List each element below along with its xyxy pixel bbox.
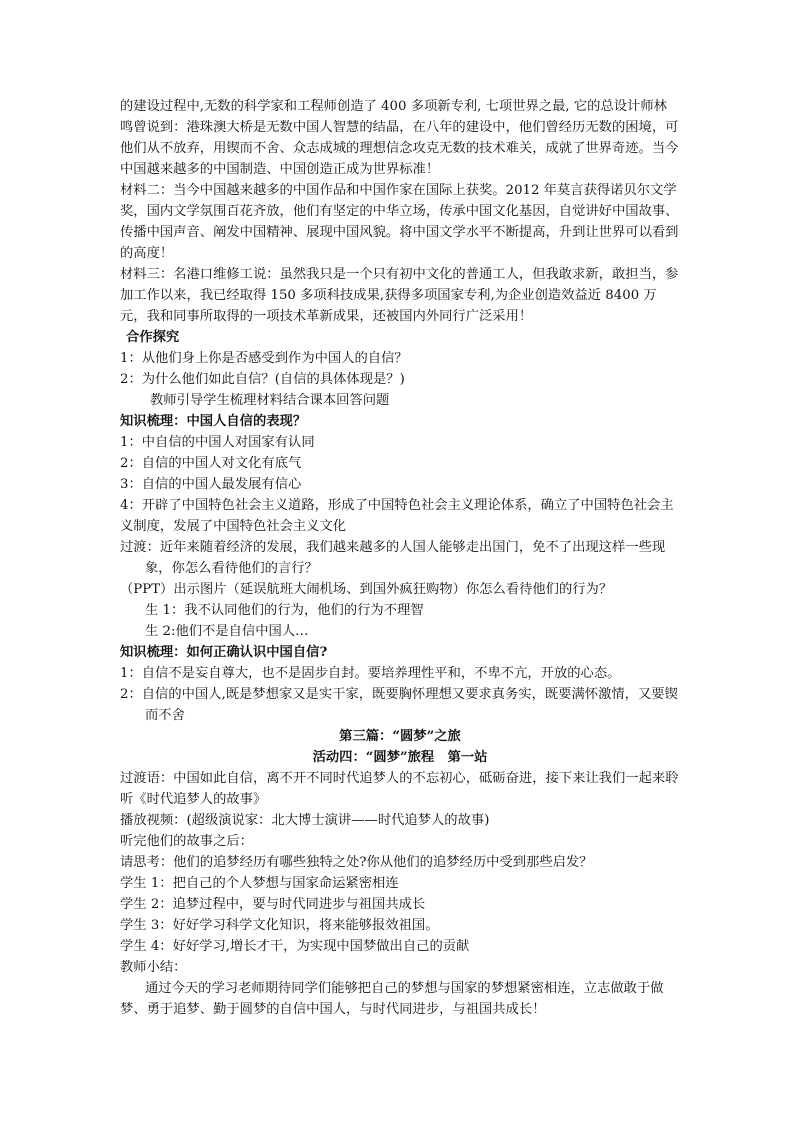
student-answer-2: 生 2:他们不是自信中国人… [145,624,309,639]
after-story: 听完他们的故事之后： [120,834,253,849]
question-1: 1：从他们身上你是否感受到作为中国人的自信？ [120,351,408,366]
heading-knowledge-2: 知识梳理：如何正确认识中国自信? [120,645,328,660]
confidence-point-1: 1：自信不是妄自尊大，也不是固步自封。要培养理性平和，不卑不亢，开放的心态。 [120,666,621,681]
student-4: 学生 4：好好学习,增长才干，为实现中国梦做出自己的贡献 [120,939,470,954]
play-video: 播放视频：(超级演说家：北大博士演讲——时代追梦人的故事) [120,813,490,828]
student-1: 学生 1：把自己的个人梦想与国家命运紧密相连 [120,876,399,891]
heading-cooperative-inquiry: 合作探究 [126,330,180,345]
point-1: 1：中自信的中国人对国家有认同 [120,435,315,450]
teacher-summary: 通过今天的学习老师期待同学们能够把自己的梦想与国家的梦想紧密相连，立志做敢于做梦、勇于追梦、勤于圆梦的自信中国人，与时代同进步，与祖国共成长！ [120,981,664,1017]
think-question: 请思考：他们的追梦经历有哪些独特之处?你从他们的追梦经历中受到那些启发？ [120,855,593,870]
heading-knowledge-1: 知识梳理：中国人自信的表现？ [120,414,307,429]
transition-paragraph: 过渡：近年来随着经济的发展，我们越来越多的人国人能够走出国门，免不了出现这样一些现象，你怎么看待他们的言行？ [120,540,666,576]
paragraph-material-3: 材料三：名港口维修工说：虽然我只是一个只有初中文化的普通工人，但我敢求新，敢担当，参加工作以来，我已经取得 150 多项科技成果,获得多项国家专利,为企业创造效益近 8400 万元，我和同事所取得的一项技术革新成果，还被国内外同行广泛采用！ [120,267,679,324]
ppt-prompt: （PPT）出示图片（延误航班大闹机场、到国外疯狂购物）你怎么看待他们的行为？ [120,582,613,597]
paragraph-material-2: 材料二：当今中国越来越多的中国作品和中国作家在国际上获奖。2012 年莫言获得诺贝尔文学奖，国内文学氛围百花齐放，他们有坚定的中华立场，传承中国文化基因，自觉讲好中国故事、传播中国声音、阐发中国精神、展现中国风貌。将中国文学水平不断提高，升到让世界可以看到的高度！ [120,183,679,261]
point-3: 3：自信的中国人最发展有信心 [120,477,302,492]
document-page [120,96,680,1020]
teacher-guidance: 教师引导学生梳理材料结合课本回答问题 [150,393,390,408]
confidence-point-2: 2：自信的中国人,既是梦想家又是实干家，既要胸怀理想又要求真务实，既要满怀激情，又要锲而不舍 [120,687,678,723]
paragraph-bridge: 的建设过程中,无数的科学家和工程师创造了 400 多项新专利, 七项世界之最, 它的总设计师林鸣曾说到：港珠澳大桥是无数中国人智慧的结晶，在八年的建设中，他们曾经历无数的困境，可他们从不放弃，用锲而不舍、众志成城的理想信念攻克无数的技术难关，成就了世界奇迹。当今中国越来越多的中国制造、中国创造正成为世界标准！ [120,99,679,177]
section-title: 第三篇：“圆梦”之旅 [339,729,461,744]
activity-title: 活动四：“圆梦”旅程 第一站 [312,750,488,765]
point-4: 4：开辟了中国特色社会主义道路，形成了中国特色社会主义理论体系，确立了中国特色社会主义制度，发展了中国特色社会主义文化 [120,498,674,534]
student-3: 学生 3：好好学习科学文化知识，将来能够报效祖国。 [120,918,439,933]
point-2: 2：自信的中国人对文化有底气 [120,456,302,471]
teacher-summary-label: 教师小结： [120,960,187,975]
student-answer-1: 生 1：我不认同他们的行为，他们的行为不理智 [145,603,424,618]
question-2: 2：为什么他们如此自信？(自信的具体体现是？) [120,372,405,387]
student-2: 学生 2：追梦过程中，要与时代同进步与祖国共成长 [120,897,426,912]
transition-words: 过渡语：中国如此自信，离不开不同时代追梦人的不忘初心，砥砺奋进，接下来让我们一起来聆听《时代追梦人的故事》 [120,771,679,807]
